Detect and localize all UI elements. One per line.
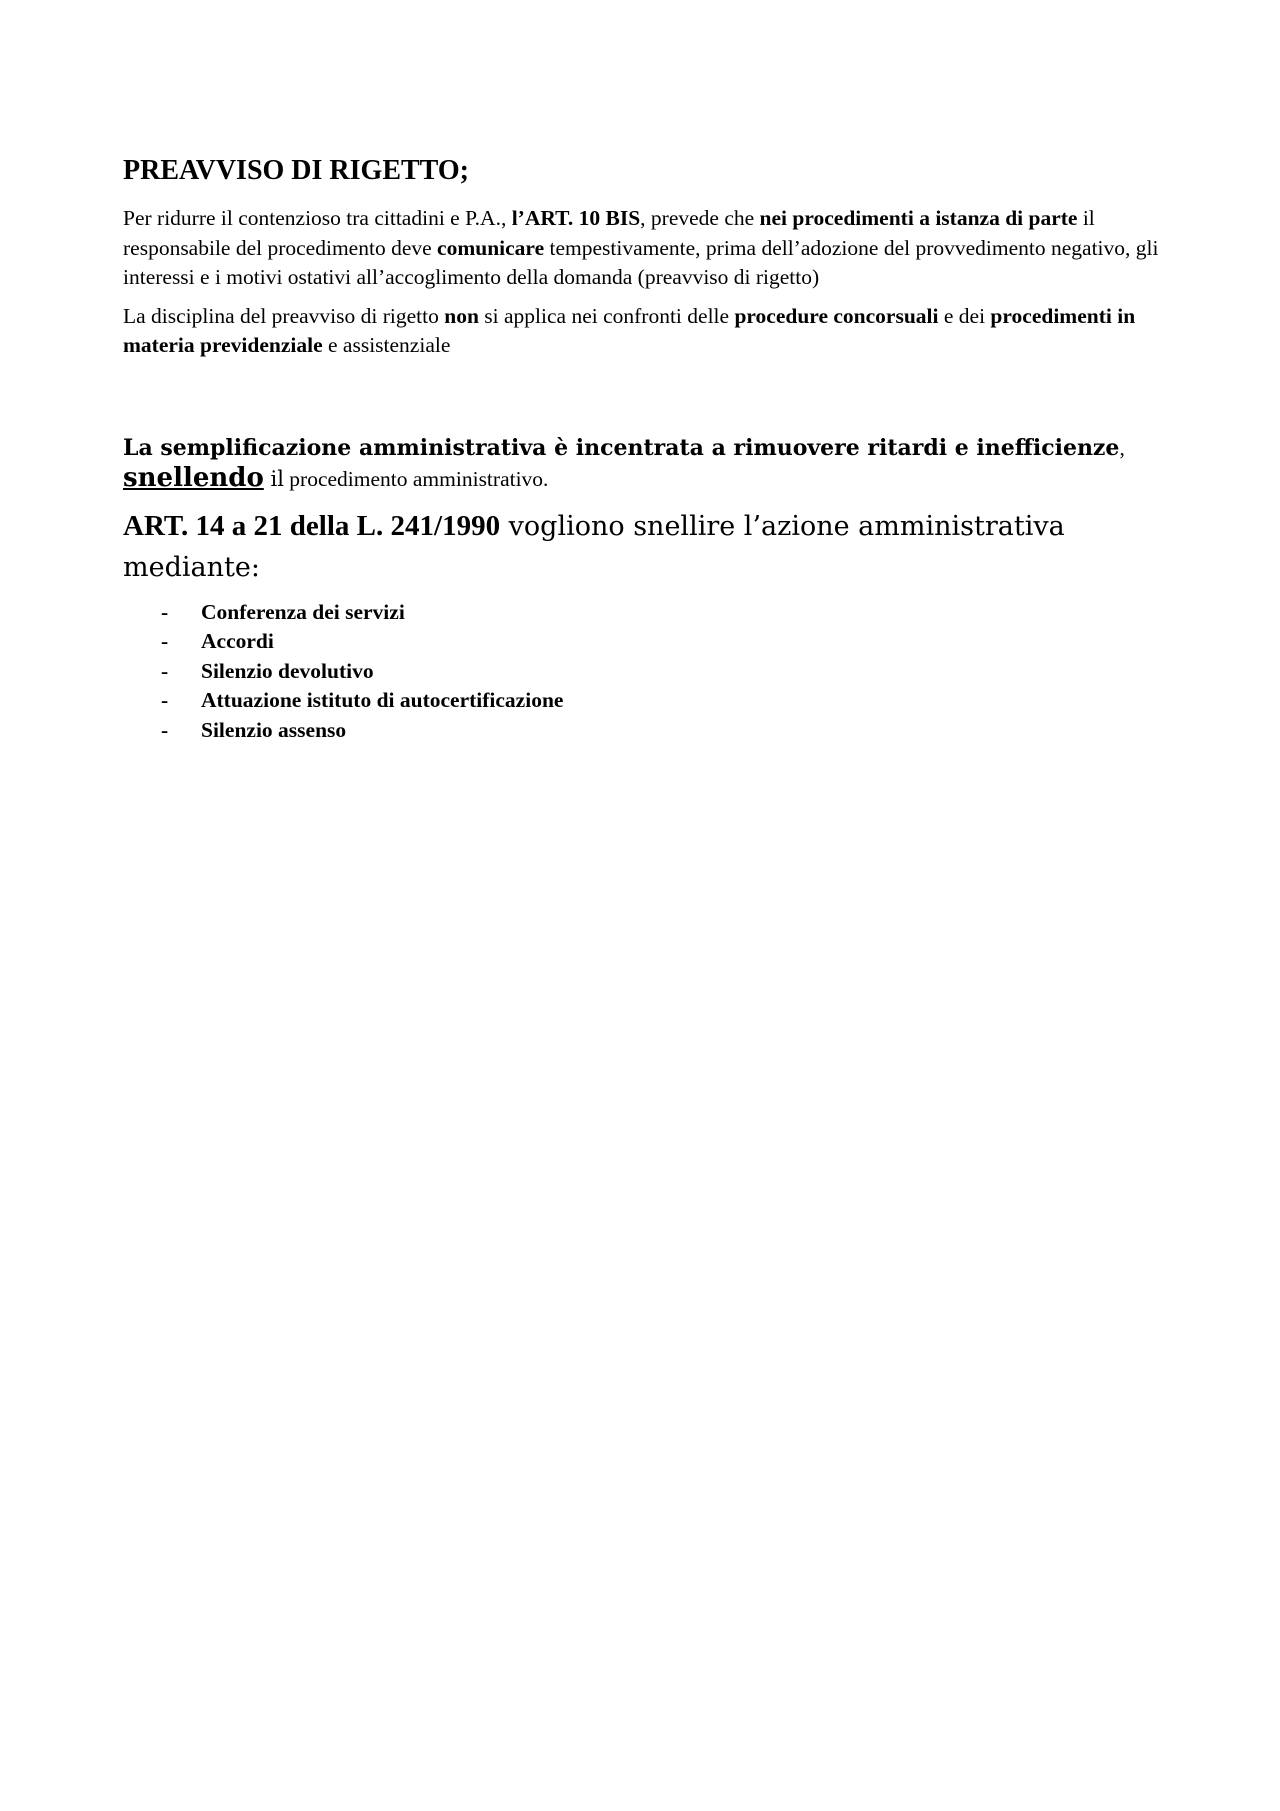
text-run: e assistenziale bbox=[322, 333, 451, 357]
paragraph-art-14-21 bbox=[123, 506, 1173, 588]
text-run: vogliono snellire l’azione amministrativa mediante: bbox=[123, 510, 1065, 583]
bold-run: procedure concorsuali bbox=[734, 303, 939, 328]
paragraph-art-10-bis bbox=[123, 204, 1173, 293]
list-bullet: - bbox=[161, 717, 169, 742]
list-item bbox=[161, 627, 1173, 657]
spacer bbox=[123, 370, 1173, 433]
list-bullet: - bbox=[161, 599, 169, 624]
list-item bbox=[161, 598, 1173, 628]
text-run: Per ridurre il contenzioso tra cittadini e P.A., bbox=[123, 206, 512, 230]
list-bullet: - bbox=[161, 658, 169, 683]
bold-run: nei procedimenti a istanza di parte bbox=[759, 206, 1078, 230]
list-bullet: - bbox=[161, 688, 169, 712]
text-run: , bbox=[1119, 435, 1125, 460]
text-run: il bbox=[263, 466, 284, 491]
list-item bbox=[161, 716, 1173, 746]
list-item-label: Accordi bbox=[201, 629, 274, 653]
paragraph-semplificazione bbox=[123, 433, 1173, 494]
bold-run: comunicare bbox=[437, 235, 545, 260]
document-body bbox=[123, 152, 1173, 745]
bold-run: ART. 14 a 21 della L. 241/1990 bbox=[123, 509, 501, 542]
list-item-label: Silenzio devolutivo bbox=[201, 658, 374, 683]
list-item bbox=[161, 657, 1173, 687]
text-run: La disciplina del preavviso di rigetto bbox=[123, 303, 445, 328]
text-run: procedimento amministrativo. bbox=[283, 466, 549, 491]
page-title: PREAVVISO DI RIGETTO; bbox=[123, 155, 469, 186]
bold-run: non bbox=[444, 303, 479, 328]
list-item-label: Conferenza dei servizi bbox=[201, 599, 405, 624]
text-run: , prevede che bbox=[640, 206, 760, 230]
text-run: si applica nei confronti delle bbox=[478, 303, 735, 328]
paragraph-preavviso-exceptions bbox=[123, 302, 1173, 361]
bold-run: procedimenti in materia previdenziale bbox=[123, 303, 1136, 357]
instruments-list bbox=[123, 598, 1173, 746]
list-bullet: - bbox=[161, 629, 169, 653]
list-item-label: Silenzio assenso bbox=[201, 717, 347, 742]
list-item-label: Attuazione istituto di autocertificazione bbox=[201, 688, 564, 712]
list-item bbox=[161, 686, 1173, 716]
bold-run: La semplificazione amministrativa è incentrata a rimuovere ritardi e inefficienze bbox=[123, 434, 1120, 461]
text-run: il responsabile del procedimento deve bbox=[123, 206, 1095, 260]
text-run: tempestivamente, prima dell’adozione del provvedimento negativo, gli interessi e i motivi ostativi all’accoglimento della domanda (preavviso di rigetto) bbox=[123, 235, 1159, 289]
text-run: e dei bbox=[938, 303, 991, 328]
bold-run: l’ART. 10 BIS bbox=[511, 206, 641, 230]
underlined-bold-run: snellendo bbox=[123, 462, 264, 493]
